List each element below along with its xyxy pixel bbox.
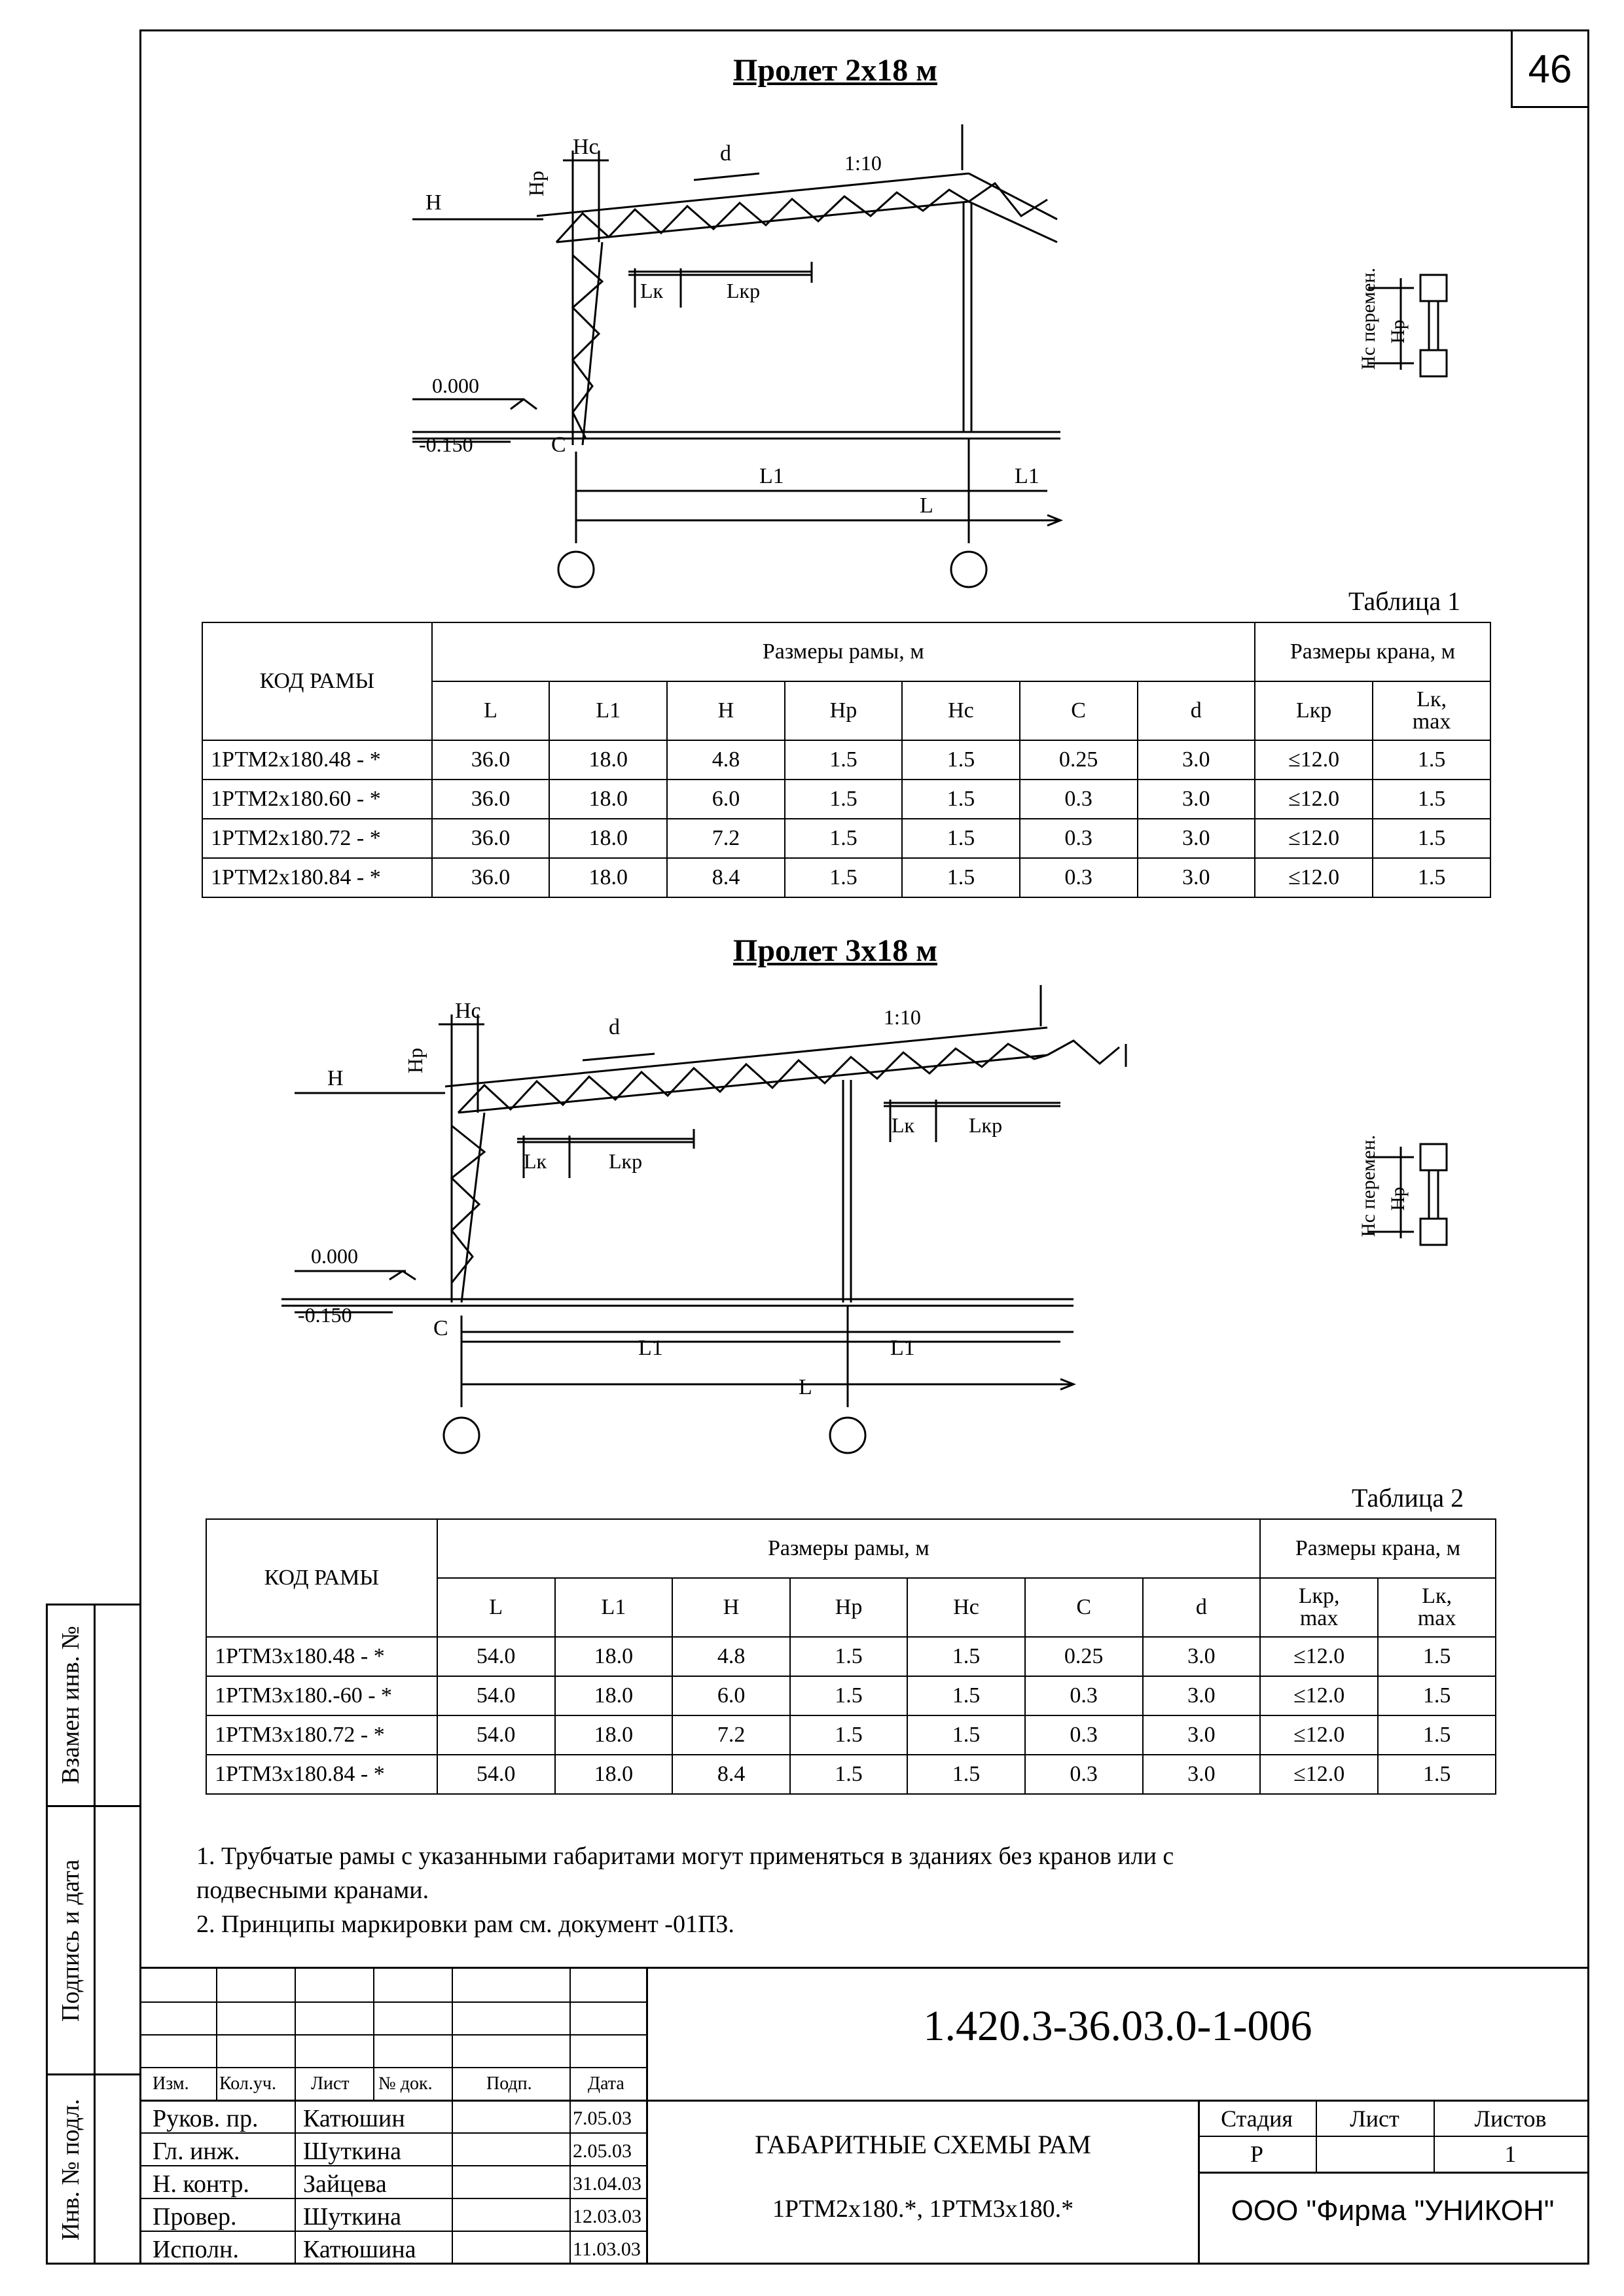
- cell: 1.5: [907, 1755, 1024, 1794]
- cell: 1РТМ2х180.48 - *: [202, 740, 432, 780]
- cell: 1.5: [785, 780, 903, 819]
- cell: 3.0: [1138, 780, 1255, 819]
- rev-header: Лист: [311, 2073, 350, 2094]
- cell: 1.5: [902, 740, 1020, 780]
- stamp-replaced-inv: Взамен инв. №: [57, 1626, 84, 1784]
- cell: 1.5: [902, 819, 1020, 858]
- cell: 1РТМ2х180.84 - *: [202, 858, 432, 897]
- cell: 54.0: [437, 1676, 555, 1715]
- person-name: Шуткина: [303, 2138, 401, 2165]
- table-row: [206, 1755, 1496, 1794]
- sheet-number: 46: [1528, 46, 1572, 91]
- cell: 3.0: [1143, 1755, 1260, 1794]
- table1-col: L1: [549, 681, 667, 740]
- table1-col: H: [667, 681, 785, 740]
- cell: 36.0: [432, 740, 550, 780]
- cell: 18.0: [549, 780, 667, 819]
- s2-label-Lk2: Lк: [892, 1113, 915, 1137]
- section2-title: Пролет 3х18 м: [733, 933, 937, 968]
- s2-label-C: C: [433, 1316, 448, 1340]
- person-name: Катюшина: [303, 2236, 416, 2263]
- s1-label-C: C: [551, 433, 566, 457]
- cell: 54.0: [437, 1755, 555, 1794]
- cell: 54.0: [437, 1637, 555, 1676]
- section1-diagram: [393, 111, 1473, 602]
- cell: 1.5: [785, 858, 903, 897]
- cell: 1.5: [1373, 858, 1490, 897]
- cell: 3.0: [1138, 740, 1255, 780]
- table1-col: L: [432, 681, 550, 740]
- cell: 1.5: [907, 1676, 1024, 1715]
- section2-diagram: [275, 975, 1486, 1486]
- sign-date: 31.04.03: [573, 2173, 641, 2195]
- table1-frame-header: Размеры рамы, м: [432, 622, 1255, 681]
- cell: 1.5: [1378, 1755, 1496, 1794]
- rev-header: № док.: [378, 2073, 433, 2094]
- cell: 18.0: [555, 1755, 673, 1794]
- table2-col: Lк, max: [1378, 1578, 1496, 1637]
- table1-col: Lк, max: [1373, 681, 1490, 740]
- cell: 1РТМ3х180.72 - *: [206, 1715, 437, 1755]
- cell: ≤12.0: [1255, 780, 1373, 819]
- cell: 1РТМ2х180.72 - *: [202, 819, 432, 858]
- cell: 1.5: [1378, 1676, 1496, 1715]
- s1-label-L1b: L1: [1015, 464, 1039, 488]
- cell: 6.0: [672, 1676, 789, 1715]
- s2-label-H: H: [327, 1066, 344, 1090]
- s2-label-L1a: L1: [638, 1336, 663, 1360]
- cell: 18.0: [555, 1637, 673, 1676]
- cell: 1.5: [790, 1755, 907, 1794]
- s2-label-minus: -0.150: [298, 1303, 352, 1327]
- cell: 3.0: [1138, 819, 1255, 858]
- cell: 18.0: [555, 1676, 673, 1715]
- note-line: 1. Трубчатые рамы с указанными габаритами могут применяться в зданиях без кранов или с: [196, 1842, 1174, 1870]
- table2-frame-header: Размеры рамы, м: [437, 1519, 1260, 1578]
- cell: 1.5: [902, 780, 1020, 819]
- table-row: [202, 858, 1490, 897]
- title-block: [139, 1967, 1589, 2265]
- cell: 1РТМ3х180.-60 - *: [206, 1676, 437, 1715]
- cell: 3.0: [1143, 1676, 1260, 1715]
- rev-header: Кол.уч.: [219, 2073, 276, 2094]
- table-row: [206, 1715, 1496, 1755]
- s2-label-hp-side: Hp: [1387, 1187, 1409, 1211]
- s1-label-Hp: Hp: [524, 170, 548, 196]
- table-row: [202, 819, 1490, 858]
- person-name: Зайцева: [303, 2170, 387, 2198]
- cell: 0.25: [1020, 740, 1138, 780]
- table1-col: Hc: [902, 681, 1020, 740]
- side-stamp: [46, 1604, 139, 2265]
- stage-header: Стадия: [1221, 2106, 1293, 2132]
- cell: 8.4: [672, 1755, 789, 1794]
- drawing-subname: 1РТМ2х180.*, 1РТМ3х180.*: [772, 2195, 1074, 2223]
- cell: 1.5: [790, 1637, 907, 1676]
- rev-header: Подп.: [486, 2073, 532, 2094]
- cell: 1.5: [1378, 1637, 1496, 1676]
- cell: 1.5: [790, 1715, 907, 1755]
- cell: 36.0: [432, 780, 550, 819]
- table2-col: L: [437, 1578, 555, 1637]
- table2: [206, 1518, 1496, 1795]
- cell: 7.2: [672, 1715, 789, 1755]
- cell: 4.8: [667, 740, 785, 780]
- cell: 1.5: [1373, 740, 1490, 780]
- s2-label-Lkp1: Lкр: [609, 1149, 643, 1173]
- notes: [196, 1839, 1174, 1941]
- cell: 0.3: [1025, 1676, 1143, 1715]
- sheets-header: Листов: [1474, 2106, 1547, 2132]
- cell: 0.3: [1025, 1755, 1143, 1794]
- table2-col: d: [1143, 1578, 1260, 1637]
- cell: 0.3: [1020, 819, 1138, 858]
- cell: 0.3: [1025, 1715, 1143, 1755]
- stage-value: Р: [1250, 2141, 1264, 2167]
- sheets-value: 1: [1504, 2141, 1517, 2167]
- table1: [202, 622, 1491, 898]
- role: Провер.: [153, 2203, 237, 2231]
- cell: 3.0: [1138, 858, 1255, 897]
- stamp-signature-date: Подпись и дата: [57, 1859, 84, 2022]
- table2-crane-header: Размеры крана, м: [1260, 1519, 1496, 1578]
- table2-col: Lкр, max: [1260, 1578, 1378, 1637]
- s1-label-minus: -0.150: [419, 433, 473, 456]
- sign-date: 2.05.03: [573, 2140, 632, 2162]
- cell: 1.5: [1373, 819, 1490, 858]
- role: Гл. инж.: [153, 2138, 240, 2165]
- sheet-number-box: [1511, 29, 1589, 108]
- cell: ≤12.0: [1255, 740, 1373, 780]
- note-line: подвесными кранами.: [196, 1876, 429, 1904]
- rev-header: Изм.: [153, 2073, 189, 2094]
- s1-label-Hc: Hc: [573, 135, 599, 159]
- role: Руков. пр.: [153, 2105, 259, 2132]
- s2-label-Hc: Hc: [455, 999, 481, 1023]
- cell: ≤12.0: [1255, 819, 1373, 858]
- cell: 1.5: [1378, 1715, 1496, 1755]
- table2-col: Hp: [790, 1578, 907, 1637]
- table2-col: H: [672, 1578, 789, 1637]
- table1-col: Hp: [785, 681, 903, 740]
- sign-date: 12.03.03: [573, 2206, 641, 2227]
- s2-label-d: d: [609, 1015, 620, 1039]
- s1-label-H: H: [425, 190, 442, 215]
- s1-label-zero: 0.000: [432, 374, 479, 397]
- s2-label-slope: 1:10: [884, 1005, 921, 1029]
- stamp-original-inv: Инв. № подл.: [57, 2098, 84, 2241]
- table2-caption: Таблица 2: [1352, 1483, 1464, 1513]
- cell: 18.0: [555, 1715, 673, 1755]
- table-row: [206, 1676, 1496, 1715]
- person-name: Катюшин: [303, 2105, 405, 2132]
- section1-title: Пролет 2х18 м: [733, 53, 937, 88]
- table1-col: C: [1020, 681, 1138, 740]
- table-row: [202, 740, 1490, 780]
- s2-label-Lkp2: Lкр: [969, 1113, 1003, 1137]
- cell: 1.5: [907, 1715, 1024, 1755]
- cell: ≤12.0: [1255, 858, 1373, 897]
- cell: 1РТМ3х180.84 - *: [206, 1755, 437, 1794]
- cell: 36.0: [432, 819, 550, 858]
- cell: 36.0: [432, 858, 550, 897]
- cell: 3.0: [1143, 1715, 1260, 1755]
- cell: 1.5: [790, 1676, 907, 1715]
- s2-label-L1b: L1: [890, 1336, 915, 1360]
- s1-label-L1a: L1: [759, 464, 784, 488]
- cell: 4.8: [672, 1637, 789, 1676]
- table1-col: d: [1138, 681, 1255, 740]
- cell: 1.5: [902, 858, 1020, 897]
- s1-label-hc-var: Hc перемен.: [1358, 267, 1379, 370]
- cell: 1.5: [1373, 780, 1490, 819]
- cell: 18.0: [549, 819, 667, 858]
- s2-label-zero: 0.000: [311, 1244, 358, 1268]
- person-name: Шуткина: [303, 2203, 401, 2231]
- cell: ≤12.0: [1260, 1755, 1378, 1794]
- drawing-name: ГАБАРИТНЫЕ СХЕМЫ РАМ: [755, 2130, 1091, 2159]
- doc-code: 1.420.3-36.03.0-1-006: [923, 2002, 1312, 2050]
- cell: 54.0: [437, 1715, 555, 1755]
- cell: ≤12.0: [1260, 1715, 1378, 1755]
- s1-label-hp-side: Hp: [1387, 319, 1409, 344]
- cell: ≤12.0: [1260, 1676, 1378, 1715]
- sign-date: 11.03.03: [573, 2238, 641, 2260]
- cell: 3.0: [1143, 1637, 1260, 1676]
- table-row: [206, 1637, 1496, 1676]
- s2-label-L: L: [799, 1375, 812, 1399]
- role: Исполн.: [153, 2236, 239, 2263]
- cell: 0.25: [1025, 1637, 1143, 1676]
- sheet-header: Лист: [1350, 2106, 1399, 2132]
- table1-crane-header: Размеры крана, м: [1255, 622, 1490, 681]
- cell: 7.2: [667, 819, 785, 858]
- s2-label-Hp: Hp: [403, 1047, 427, 1073]
- s1-label-slope: 1:10: [844, 151, 882, 175]
- cell: 1РТМ2х180.60 - *: [202, 780, 432, 819]
- table2-col: Hc: [907, 1578, 1024, 1637]
- sign-date: 7.05.03: [573, 2108, 632, 2129]
- role: Н. контр.: [153, 2170, 249, 2198]
- cell: 0.3: [1020, 780, 1138, 819]
- s1-label-d: d: [720, 141, 731, 166]
- cell: 18.0: [549, 740, 667, 780]
- table2-code-header: КОД РАМЫ: [206, 1519, 437, 1637]
- table1-col: Lкр: [1255, 681, 1373, 740]
- company-name: ООО "Фирма "УНИКОН": [1231, 2195, 1555, 2227]
- cell: 6.0: [667, 780, 785, 819]
- cell: 1.5: [907, 1637, 1024, 1676]
- cell: 8.4: [667, 858, 785, 897]
- table-row: [202, 780, 1490, 819]
- cell: 0.3: [1020, 858, 1138, 897]
- table1-caption: Таблица 1: [1348, 586, 1461, 616]
- cell: 1.5: [785, 819, 903, 858]
- table2-col: C: [1025, 1578, 1143, 1637]
- cell: 1РТМ3х180.48 - *: [206, 1637, 437, 1676]
- note-line: 2. Принципы маркировки рам см. документ -01ПЗ.: [196, 1910, 734, 1938]
- cell: 18.0: [549, 858, 667, 897]
- s1-label-Lkp: Lкр: [727, 279, 761, 302]
- s1-label-Lk: Lк: [640, 279, 664, 302]
- cell: 1.5: [785, 740, 903, 780]
- table2-col: L1: [555, 1578, 673, 1637]
- s2-label-Lk1: Lк: [524, 1149, 547, 1173]
- s1-label-L: L: [920, 493, 933, 518]
- rev-header: Дата: [588, 2073, 624, 2094]
- table1-code-header: КОД РАМЫ: [202, 622, 432, 740]
- s2-label-hc-var: Hc перемен.: [1358, 1134, 1379, 1237]
- cell: ≤12.0: [1260, 1637, 1378, 1676]
